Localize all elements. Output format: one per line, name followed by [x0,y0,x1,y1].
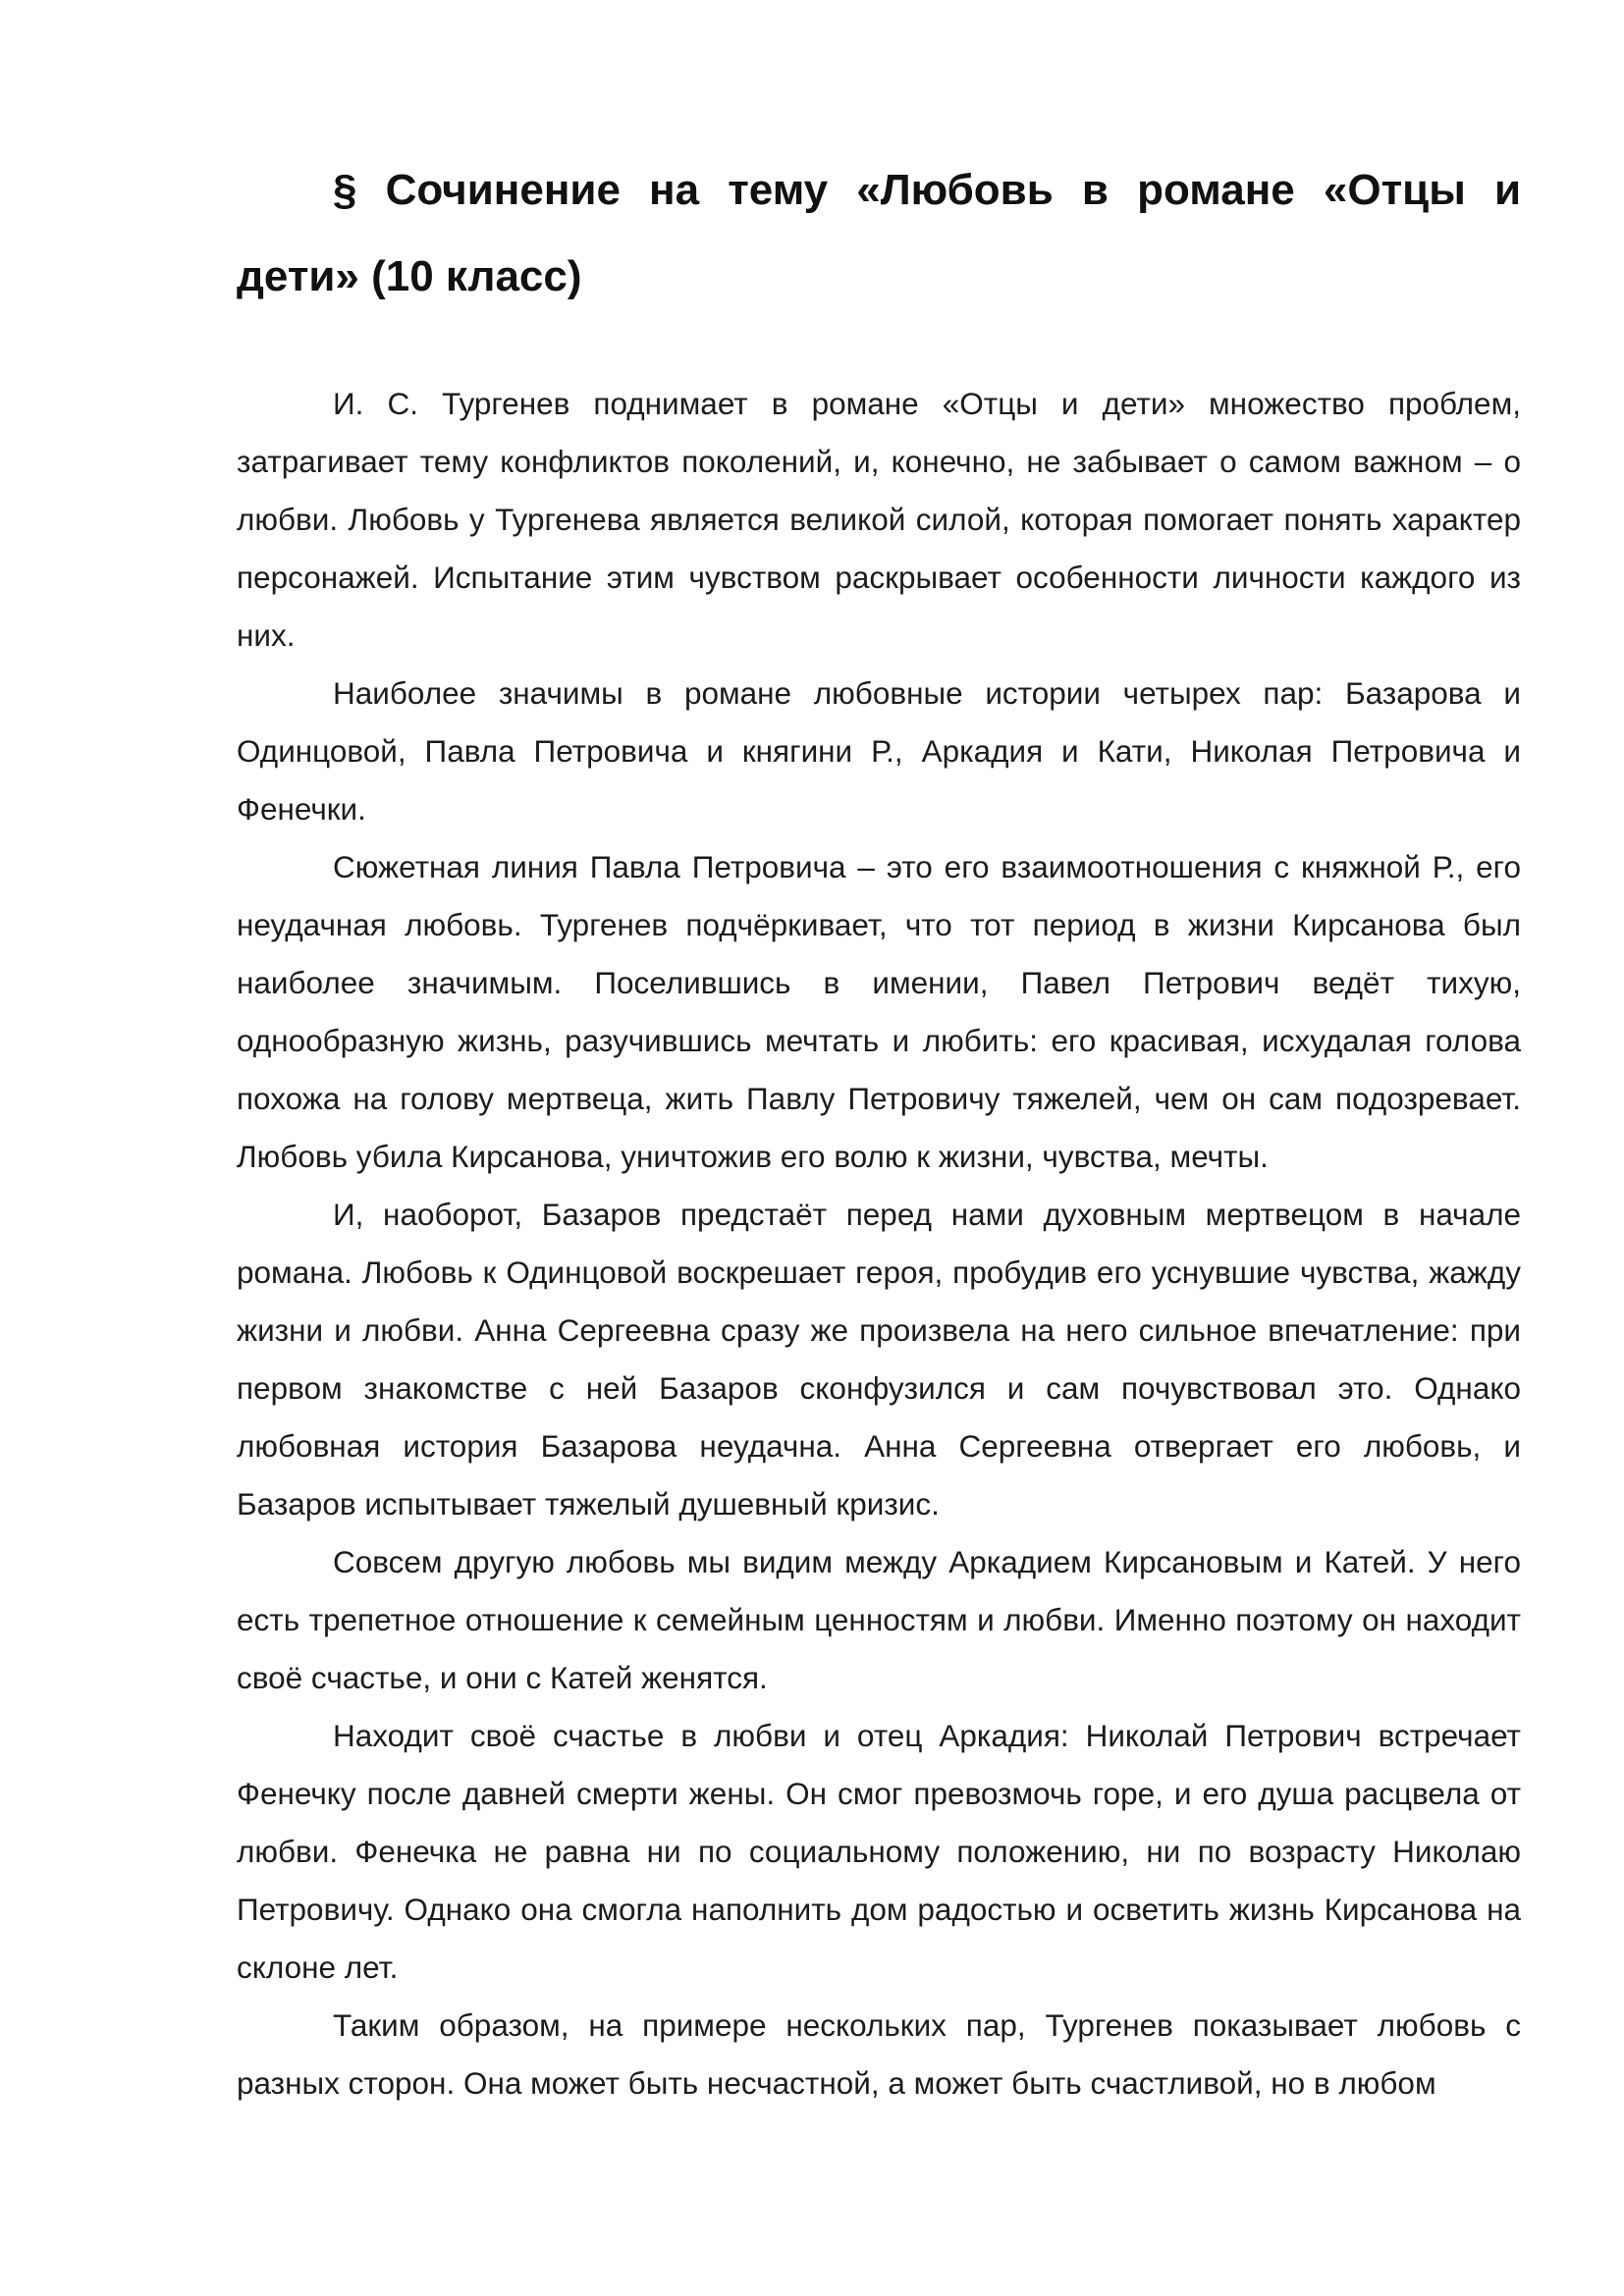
paragraph-intro: И. С. Тургенев поднимает в романе «Отцы и дети» множество проблем, затрагивает тему конфликтов поколений, и, конечно, не забывает о самом важном – о любви. Любовь у Тургенева является великой силой, которая помогает понять характер персонажей. Испытание этим чувством раскрывает особенности личности каждого из них. [237,386,1521,653]
paragraph-pavel-petrovich: Сюжетная линия Павла Петровича – это его взаимоотношения с княжной Р., его неудачная любовь. Тургенев подчёркивает, что тот период в жизни Кирсанова был наиболее значимым. Поселившись в имении, Павел Петрович ведёт тихую, однообразную жизнь, разучившись мечтать и любить: его красивая, исхудалая голова похожа на голову мертвеца, жить Павлу Петровичу тяжелей, чем он сам подозревает. Любовь убила Кирсанова, уничтожив его волю к жизни, чувства, мечты. [237,849,1521,1174]
essay-body [237,375,1521,2112]
paragraph-couples: Наиболее значимы в романе любовные истории четырех пар: Базарова и Одинцовой, Павла Петровича и княгини Р., Аркадия и Кати, Николая Петровича и Фенечки. [237,675,1521,827]
paragraph-bazarov: И, наоборот, Базаров предстаёт перед нами духовным мертвецом в начале романа. Любовь к Одинцовой воскрешает героя, пробудив его уснувшие чувства, жажду жизни и любви. Анна Сергеевна сразу же произвела на него сильное впечатление: при первом знакомстве с ней Базаров сконфузился и сам почувствовал это. Однако любовная история Базарова неудачна. Анна Сергеевна отвергает его любовь, и Базаров испытывает тяжелый душевный кризис. [237,1197,1521,1522]
paragraph-conclusion: Таким образом, на примере нескольких пар, Тургенев показывает любовь с разных сторон. Она может быть несчастной, а может быть счастливой, но в любом [237,2007,1521,2101]
page-content [237,147,1521,2112]
paragraph-nikolai-petrovich: Находит своё счастье в любви и отец Аркадия: Николай Петрович встречает Фенечку после давней смерти жены. Он смог превозмочь горе, и его душа расцвела от любви. Фенечка не равна ни по социальному положению, ни по возрасту Николаю Петровичу. Однако она смогла наполнить дом радостью и осветить жизнь Кирсанова на склоне лет. [237,1718,1521,1985]
essay-title: § Сочинение на тему «Любовь в романе «Отцы и дети» (10 класс) [237,166,1521,300]
paragraph-arkady: Совсем другую любовь мы видим между Аркадием Кирсановым и Катей. У него есть трепетное отношение к семейным ценностям и любви. Именно поэтому он находит своё счастье, и они с Катей женятся. [237,1544,1521,1695]
